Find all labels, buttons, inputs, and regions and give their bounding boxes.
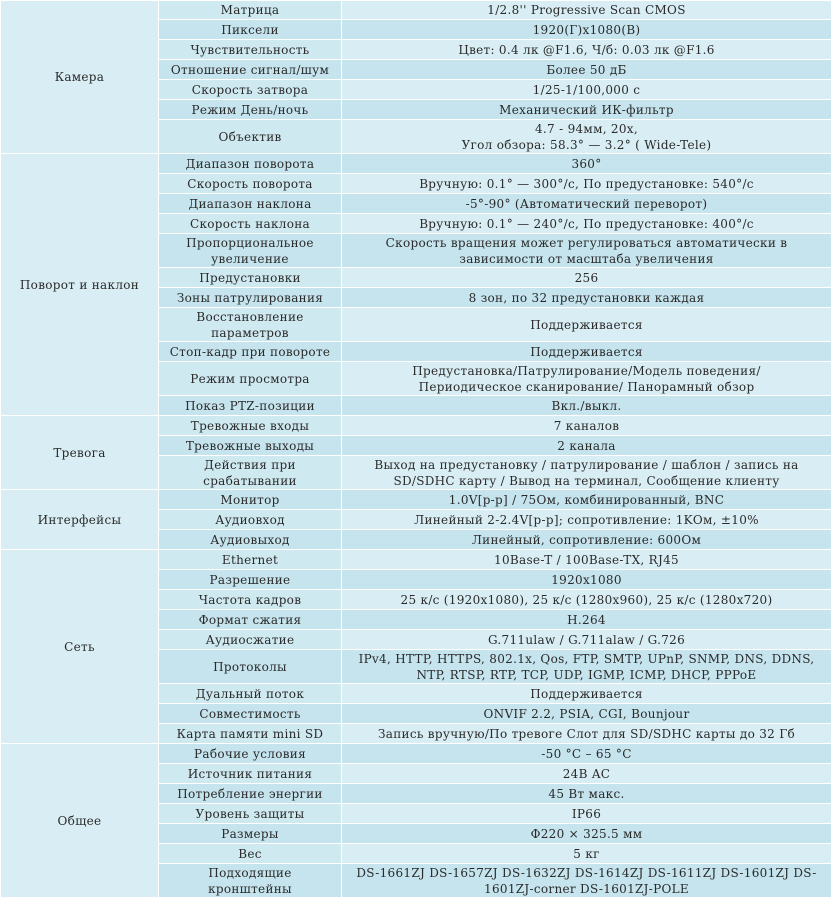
spec-value: Цвет: 0.4 лк @F1.6, Ч/б: 0.03 лк @F1.6	[342, 40, 831, 60]
spec-value: Вкл./выкл.	[342, 396, 831, 416]
spec-value: Более 50 дБ	[342, 60, 831, 80]
spec-table-body	[1, 1, 831, 898]
spec-value: 1/25-1/100,000 с	[342, 80, 831, 100]
group-name: Камера	[1, 1, 159, 154]
group-name: Интерфейсы	[1, 490, 159, 550]
spec-value: 7 каналов	[342, 416, 831, 436]
spec-label: Источник питания	[159, 764, 342, 784]
spec-label: Скорость наклона	[159, 214, 342, 234]
spec-value: Поддерживается	[342, 308, 831, 342]
spec-row	[1, 154, 831, 174]
group-name: Поворот и наклон	[1, 154, 159, 416]
spec-value: DS-1661ZJ DS-1657ZJ DS-1632ZJ DS-1614ZJ DS-1611ZJ DS-1601ZJ DS- 1601ZJ-corner DS-1601ZJ-POLE	[342, 864, 831, 898]
spec-value: Вручную: 0.1° — 300°/с, По предустановке: 540°/с	[342, 174, 831, 194]
spec-label: Режим просмотра	[159, 362, 342, 396]
spec-value: Выход на предустановку / патрулирование / шаблон / запись на SD/SDHC карту / Вывод на терминал, Сообщение клиенту	[342, 456, 831, 490]
spec-value: Механический ИК-фильтр	[342, 100, 831, 120]
spec-label: Чувствительность	[159, 40, 342, 60]
spec-label: Подходящие кронштейны	[159, 864, 342, 898]
group-name: Общее	[1, 744, 159, 898]
spec-value: Вручную: 0.1° — 240°/с, По предустановке: 400°/с	[342, 214, 831, 234]
spec-value: IP66	[342, 804, 831, 824]
spec-row	[1, 490, 831, 510]
spec-label: Размеры	[159, 824, 342, 844]
spec-label: Диапазон наклона	[159, 194, 342, 214]
spec-label: Уровень защиты	[159, 804, 342, 824]
spec-label: Аудиовыход	[159, 530, 342, 550]
spec-value: 1.0V[p-p] / 75Ом, комбинированный, BNC	[342, 490, 831, 510]
spec-label: Формат сжатия	[159, 610, 342, 630]
spec-value: 256	[342, 268, 831, 288]
spec-value: 8 зон, по 32 предустановки каждая	[342, 288, 831, 308]
spec-row	[1, 1, 831, 20]
spec-label: Скорость затвора	[159, 80, 342, 100]
spec-label: Действия при срабатывании	[159, 456, 342, 490]
spec-value: 1920(Г)x1080(В)	[342, 20, 831, 40]
spec-label: Пропорциональное увеличение	[159, 234, 342, 268]
spec-value: Поддерживается	[342, 342, 831, 362]
spec-label: Показ PTZ-позиции	[159, 396, 342, 416]
spec-value: 45 Вт макс.	[342, 784, 831, 804]
spec-label: Протоколы	[159, 650, 342, 684]
spec-value: 1920x1080	[342, 570, 831, 590]
spec-value: -5°-90° (Автоматический переворот)	[342, 194, 831, 214]
spec-label: Рабочие условия	[159, 744, 342, 764]
spec-row	[1, 744, 831, 764]
spec-value: Линейный 2-2.4V[p-p]; сопротивление: 1KОм, ±10%	[342, 510, 831, 530]
spec-value: 4.7 - 94мм, 20x, Угол обзора: 58.3° — 3.2° ( Wide-Tele)	[342, 120, 831, 154]
spec-label: Совместимость	[159, 704, 342, 724]
spec-label: Режим День/ночь	[159, 100, 342, 120]
spec-row	[1, 416, 831, 436]
spec-value: 25 к/с (1920x1080), 25 к/с (1280x960), 25 к/с (1280x720)	[342, 590, 831, 610]
spec-label: Дуальный поток	[159, 684, 342, 704]
spec-row	[1, 550, 831, 570]
spec-label: Вес	[159, 844, 342, 864]
spec-label: Объектив	[159, 120, 342, 154]
spec-label: Монитор	[159, 490, 342, 510]
spec-label: Зоны патрулирования	[159, 288, 342, 308]
spec-label: Тревожные выходы	[159, 436, 342, 456]
spec-label: Стоп-кадр при повороте	[159, 342, 342, 362]
spec-value: Поддерживается	[342, 684, 831, 704]
spec-value: Линейный, сопротивление: 600Ом	[342, 530, 831, 550]
group-name: Сеть	[1, 550, 159, 744]
spec-label: Карта памяти mini SD	[159, 724, 342, 744]
spec-label: Пиксели	[159, 20, 342, 40]
spec-value: ONVIF 2.2, PSIA, CGI, Bounjour	[342, 704, 831, 724]
spec-value: 5 кг	[342, 844, 831, 864]
spec-label: Предустановки	[159, 268, 342, 288]
spec-value: 10Base-T / 100Base-TX, RJ45	[342, 550, 831, 570]
spec-value: Запись вручную/По тревоге Слот для SD/SDHC карты до 32 Гб	[342, 724, 831, 744]
group-name: Тревога	[1, 416, 159, 490]
spec-label: Потребление энергии	[159, 784, 342, 804]
spec-value: Φ220 × 325.5 мм	[342, 824, 831, 844]
spec-label: Отношение сигнал/шум	[159, 60, 342, 80]
spec-label: Разрешение	[159, 570, 342, 590]
spec-value: Скорость вращения может регулироваться автоматически в зависимости от масштаба увеличения	[342, 234, 831, 268]
spec-value: 2 канала	[342, 436, 831, 456]
spec-label: Скорость поворота	[159, 174, 342, 194]
spec-label: Аудиовход	[159, 510, 342, 530]
spec-label: Диапазон поворота	[159, 154, 342, 174]
spec-value: 24В AC	[342, 764, 831, 784]
spec-value: IPv4, HTTP, HTTPS, 802.1x, Qos, FTP, SMTP, UPnP, SNMP, DNS, DDNS, NTP, RTSP, RTP, TCP, UDP, IGMP, ICMP, DHCP, PPPoE	[342, 650, 831, 684]
spec-label: Тревожные входы	[159, 416, 342, 436]
spec-label: Восстановление параметров	[159, 308, 342, 342]
spec-value: 1/2.8'' Progressive Scan CMOS	[342, 1, 831, 20]
spec-label: Матрица	[159, 1, 342, 20]
spec-value: -50 °C – 65 °C	[342, 744, 831, 764]
spec-value: G.711ulaw / G.711alaw / G.726	[342, 630, 831, 650]
spec-value: H.264	[342, 610, 831, 630]
spec-value: Предустановка/Патрулирование/Модель поведения/ Периодическое сканирование/ Панорамный обзор	[342, 362, 831, 396]
spec-label: Ethernet	[159, 550, 342, 570]
spec-label: Частота кадров	[159, 590, 342, 610]
spec-value: 360°	[342, 154, 831, 174]
spec-label: Аудиосжатие	[159, 630, 342, 650]
